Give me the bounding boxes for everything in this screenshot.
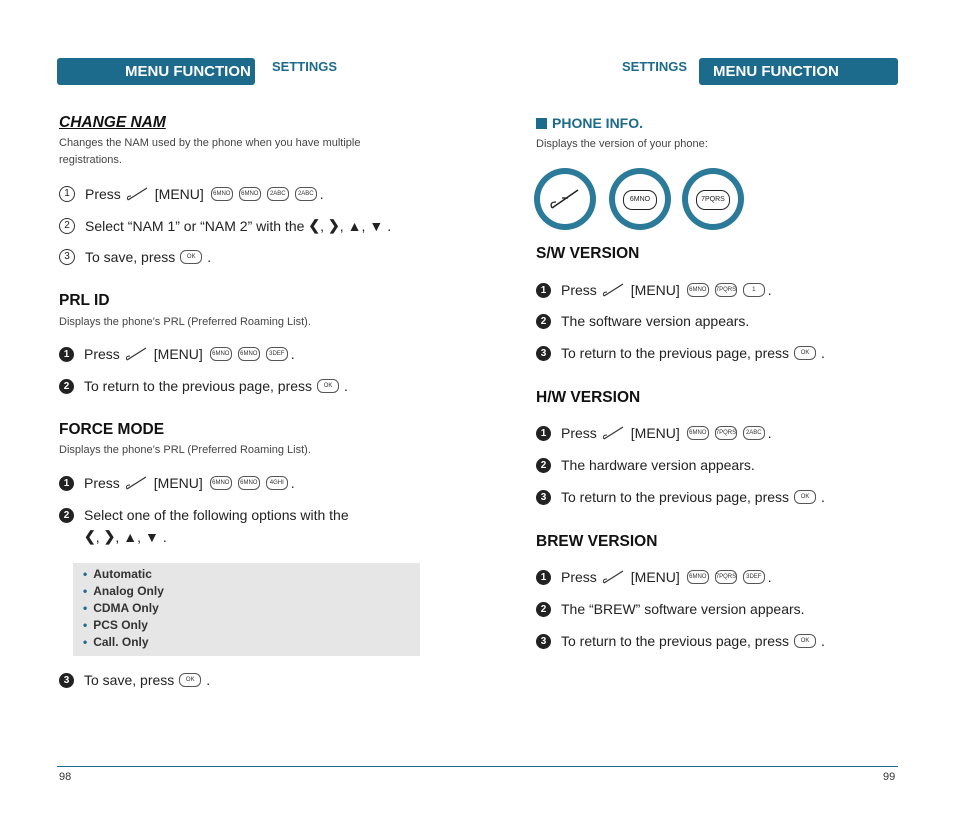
brew-version-step-3 bbox=[536, 633, 825, 649]
hw-version-step-1 bbox=[536, 425, 772, 441]
change-nam-desc-line1: Changes the NAM used by the phone when you have multiple bbox=[59, 137, 361, 149]
key-1-icon: 1 bbox=[743, 283, 765, 297]
key-3-icon: 3DEF bbox=[266, 347, 288, 361]
period: . bbox=[767, 282, 772, 298]
step-number: 2 bbox=[59, 218, 75, 234]
ok-key-icon: OK bbox=[179, 673, 201, 687]
sw-version-title: S/W VERSION bbox=[536, 245, 640, 262]
menu-softkey-icon bbox=[601, 425, 627, 441]
menu-softkey-icon bbox=[124, 475, 150, 491]
prl-id-desc: Displays the phone’s PRL (Preferred Roaming List). bbox=[59, 316, 311, 328]
step-number: 1 bbox=[59, 186, 75, 202]
phone-info-desc: Displays the version of your phone: bbox=[536, 138, 708, 150]
ok-key-icon: OK bbox=[794, 634, 816, 648]
force-mode-step-2 bbox=[59, 507, 349, 523]
menu-label: [MENU] bbox=[154, 186, 204, 202]
step-text: The software version appears. bbox=[561, 313, 750, 329]
settings-label-left: SETTINGS bbox=[272, 59, 338, 74]
option-item: • Automatic bbox=[83, 567, 152, 581]
sw-version-step-1 bbox=[536, 282, 772, 298]
footer-divider-right bbox=[478, 766, 898, 767]
comma: , bbox=[320, 217, 325, 234]
prl-id-title: PRL ID bbox=[59, 292, 110, 309]
key-7-circle-icon bbox=[682, 168, 744, 230]
force-mode-step-1 bbox=[59, 475, 295, 491]
menu-softkey-icon bbox=[601, 569, 627, 585]
step-text: To return to the previous page, press bbox=[84, 378, 313, 394]
period: . bbox=[162, 528, 167, 545]
step-text: To return to the previous page, press bbox=[561, 345, 790, 361]
key-7-icon: 7PQRS bbox=[715, 283, 737, 297]
option-item: • CDMA Only bbox=[83, 601, 159, 615]
brew-version-step-2 bbox=[536, 601, 805, 617]
step-text: Press bbox=[84, 346, 120, 362]
key-2-icon: 2ABC bbox=[267, 187, 289, 201]
step-number: 3 bbox=[536, 634, 551, 649]
comma: , bbox=[115, 528, 120, 545]
comma: , bbox=[137, 528, 141, 545]
step-number: 3 bbox=[59, 673, 74, 688]
period: . bbox=[344, 378, 348, 394]
step-text: Press bbox=[84, 475, 120, 491]
up-arrow-icon: ▲ bbox=[123, 528, 138, 545]
force-mode-step-2-arrows bbox=[84, 528, 167, 545]
key-6-icon: 6MNO bbox=[238, 347, 260, 361]
left-arrow-icon: ❮ bbox=[84, 528, 96, 544]
period: . bbox=[290, 475, 295, 491]
ok-key-icon: OK bbox=[180, 250, 202, 264]
menu-label: [MENU] bbox=[630, 569, 680, 585]
ok-key-icon: OK bbox=[794, 490, 816, 504]
key-6-icon: 6MNO bbox=[210, 347, 232, 361]
change-nam-desc bbox=[59, 135, 360, 169]
settings-label-right: SETTINGS bbox=[622, 59, 688, 74]
hw-version-step-2 bbox=[536, 457, 755, 473]
menu-softkey-icon bbox=[125, 186, 151, 202]
key-6-icon: 6MNO bbox=[687, 570, 709, 584]
menu-softkey-icon bbox=[601, 282, 627, 298]
step-text: To return to the previous page, press bbox=[561, 633, 790, 649]
step-number: 1 bbox=[536, 283, 551, 298]
key-6-icon: 6MNO bbox=[687, 283, 709, 297]
key-6-label: 6MNO bbox=[623, 190, 657, 210]
key-2-icon: 2ABC bbox=[743, 426, 765, 440]
phone-info-title: PHONE INFO. bbox=[536, 115, 643, 131]
up-arrow-icon: ▲ bbox=[347, 217, 362, 234]
step-number: 1 bbox=[59, 347, 74, 362]
step-text: Press bbox=[561, 282, 597, 298]
menu-key-circle-icon bbox=[534, 168, 596, 230]
prl-id-step-1 bbox=[59, 346, 295, 362]
step-text: To return to the previous page, press bbox=[561, 489, 790, 505]
menu-label: [MENU] bbox=[153, 475, 203, 491]
step-number: 2 bbox=[536, 314, 551, 329]
option-item: • Call. Only bbox=[83, 635, 149, 649]
period: . bbox=[207, 249, 212, 265]
menu-softkey-icon bbox=[124, 346, 150, 362]
period: . bbox=[319, 186, 324, 202]
left-arrow-icon: ❮ bbox=[308, 217, 321, 233]
period: . bbox=[206, 672, 211, 688]
menu-label: [MENU] bbox=[153, 346, 203, 362]
key-6-icon: 6MNO bbox=[239, 187, 261, 201]
step-number: 2 bbox=[59, 508, 74, 523]
comma: , bbox=[339, 217, 344, 234]
period: . bbox=[821, 633, 825, 649]
force-mode-options-box bbox=[73, 563, 420, 656]
option-item: • Analog Only bbox=[83, 584, 164, 598]
period: . bbox=[387, 217, 392, 234]
step-number: 2 bbox=[536, 602, 551, 617]
right-arrow-icon: ❯ bbox=[328, 217, 340, 233]
step-number: 2 bbox=[536, 458, 551, 473]
step-number: 1 bbox=[59, 476, 74, 491]
step-text: Press bbox=[561, 569, 597, 585]
key-6-icon: 6MNO bbox=[211, 187, 233, 201]
step-number: 3 bbox=[536, 490, 551, 505]
down-arrow-icon: ▼ bbox=[369, 217, 384, 234]
brew-version-step-1 bbox=[536, 569, 772, 585]
step-text: To save, press bbox=[84, 672, 175, 688]
step-text: The hardware version appears. bbox=[561, 457, 755, 473]
period: . bbox=[767, 569, 772, 585]
key-6-icon: 6MNO bbox=[687, 426, 709, 440]
step-number: 1 bbox=[536, 426, 551, 441]
change-nam-title: CHANGE NAM bbox=[59, 114, 166, 131]
down-arrow-icon: ▼ bbox=[145, 528, 159, 545]
step-text: Select “NAM 1” or “NAM 2” with the bbox=[85, 217, 305, 234]
comma: , bbox=[361, 217, 366, 234]
key-4-icon: 4GHI bbox=[266, 476, 288, 490]
change-nam-step-1 bbox=[59, 186, 324, 202]
hw-version-title: H/W VERSION bbox=[536, 389, 641, 406]
period: . bbox=[767, 425, 772, 441]
force-mode-step-3 bbox=[59, 672, 210, 688]
page-number-left: 98 bbox=[59, 771, 72, 783]
key-6-icon: 6MNO bbox=[238, 476, 260, 490]
footer-divider-left bbox=[57, 766, 478, 767]
prl-id-step-2 bbox=[59, 378, 348, 394]
sw-version-step-3 bbox=[536, 345, 825, 361]
square-bullet-icon bbox=[536, 118, 547, 129]
brew-version-title: BREW VERSION bbox=[536, 533, 658, 550]
step-text: Press bbox=[561, 425, 597, 441]
right-arrow-icon: ❯ bbox=[103, 528, 116, 544]
key-3-icon: 3DEF bbox=[743, 570, 765, 584]
period: . bbox=[821, 345, 825, 361]
force-mode-desc: Displays the phone’s PRL (Preferred Roaming List). bbox=[59, 444, 311, 456]
key-7-icon: 7PQRS bbox=[715, 426, 737, 440]
step-number: 3 bbox=[536, 346, 551, 361]
key-6-circle-icon bbox=[609, 168, 671, 230]
sw-version-step-2 bbox=[536, 313, 749, 329]
period: . bbox=[821, 489, 825, 505]
key-7-label: 7PQRS bbox=[696, 190, 730, 210]
menu-label: [MENU] bbox=[630, 425, 680, 441]
step-text: Press bbox=[85, 186, 121, 202]
period: . bbox=[290, 346, 295, 362]
step-number: 3 bbox=[59, 249, 75, 265]
key-2-icon: 2ABC bbox=[295, 187, 317, 201]
page-number-right: 99 bbox=[883, 771, 896, 783]
option-item: • PCS Only bbox=[83, 618, 148, 632]
step-number: 1 bbox=[536, 570, 551, 585]
comma: , bbox=[95, 528, 100, 545]
change-nam-step-3 bbox=[59, 249, 211, 265]
force-mode-title: FORCE MODE bbox=[59, 421, 165, 438]
menu-function-tab-left: MENU FUNCTION bbox=[57, 58, 255, 85]
ok-key-icon: OK bbox=[317, 379, 339, 393]
menu-label: [MENU] bbox=[630, 282, 680, 298]
hw-version-step-3 bbox=[536, 489, 825, 505]
ok-key-icon: OK bbox=[794, 346, 816, 360]
step-text: The “BREW” software version appears. bbox=[561, 601, 805, 617]
change-nam-step-2 bbox=[59, 217, 391, 234]
step-number: 2 bbox=[59, 379, 74, 394]
change-nam-desc-line2: registrations. bbox=[59, 154, 122, 166]
key-6-icon: 6MNO bbox=[210, 476, 232, 490]
key-7-icon: 7PQRS bbox=[715, 570, 737, 584]
step-text: To save, press bbox=[85, 249, 176, 265]
step-text: Select one of the following options with the bbox=[84, 507, 349, 523]
menu-function-tab-right: MENU FUNCTION bbox=[699, 58, 898, 85]
